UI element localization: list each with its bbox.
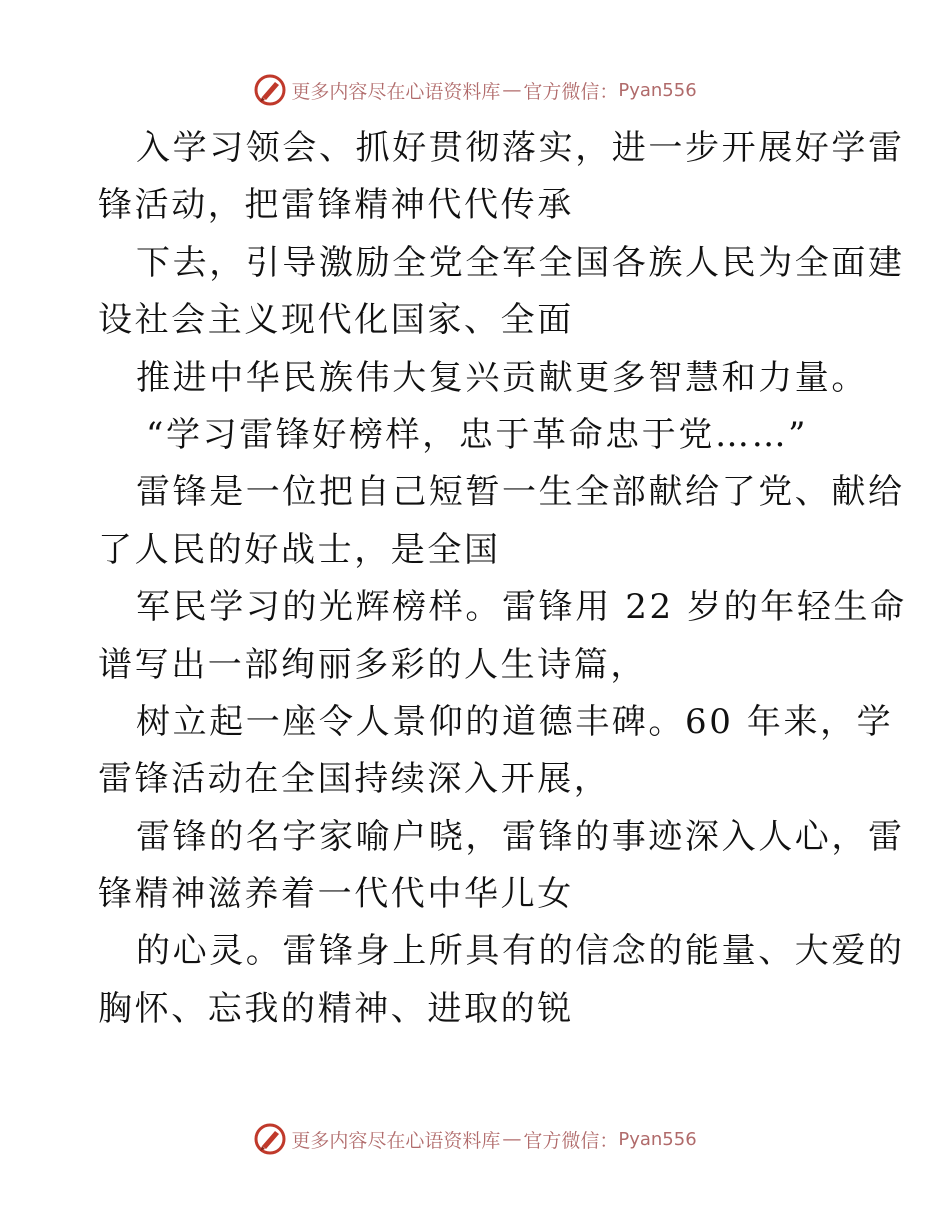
text-line: 树立起一座令人景仰的道德丰碑。60 年来，学 [136, 701, 894, 742]
text-line: 锋精神滋养着一代代中华儿女 [98, 874, 574, 915]
text-line: 了人民的好战士，是全国 [98, 529, 501, 570]
text-line-quote: “学习雷锋好榜样，忠于革命忠于党……” [146, 414, 809, 455]
watermark-wechat-id: Pyan556 [618, 79, 697, 101]
pen-logo-icon [253, 1122, 287, 1156]
text-line: 雷锋的名字家喻户晓，雷锋的事迹深入人心，雷 [136, 816, 905, 857]
text-line: 下去，引导激励全党全军全国各族人民为全面建 [136, 242, 905, 283]
text-line: 雷锋是一位把自己短暂一生全部献给了党、献给 [136, 472, 905, 513]
text-line: 设社会主义现代化国家、全面 [98, 300, 574, 341]
text-line: 推进中华民族伟大复兴贡献更多智慧和力量。 [136, 357, 868, 398]
pen-logo-icon [253, 73, 287, 107]
text-line: 雷锋活动在全国持续深入开展， [98, 759, 611, 800]
watermark-separator: — [502, 1128, 522, 1150]
text-line: 胸怀、忘我的精神、进取的锐 [98, 988, 574, 1029]
text-line: 谱写出一部绚丽多彩的人生诗篇， [98, 644, 647, 685]
document-body [98, 120, 907, 1038]
text-line: 入学习领会、抓好贯彻落实，进一步开展好学雷 [136, 128, 905, 168]
watermark-wechat-label: 官方微信： [523, 1129, 619, 1152]
footer-watermark [0, 1119, 950, 1159]
watermark-wechat-label: 官方微信： [523, 80, 619, 103]
text-line: 锋活动，把雷锋精神代代传承 [98, 185, 574, 226]
watermark-separator: — [502, 79, 522, 101]
text-line: 军民学习的光辉榜样。雷锋用 22 岁的年轻生命 [136, 587, 907, 628]
watermark-site-name: 更多内容尽在心语资料库 [291, 80, 501, 103]
text-line: 的心灵。雷锋身上所具有的信念的能量、大爱的 [136, 931, 905, 972]
watermark-wechat-id: Pyan556 [618, 1128, 697, 1150]
watermark-site-name: 更多内容尽在心语资料库 [291, 1129, 501, 1152]
header-watermark [0, 70, 950, 110]
